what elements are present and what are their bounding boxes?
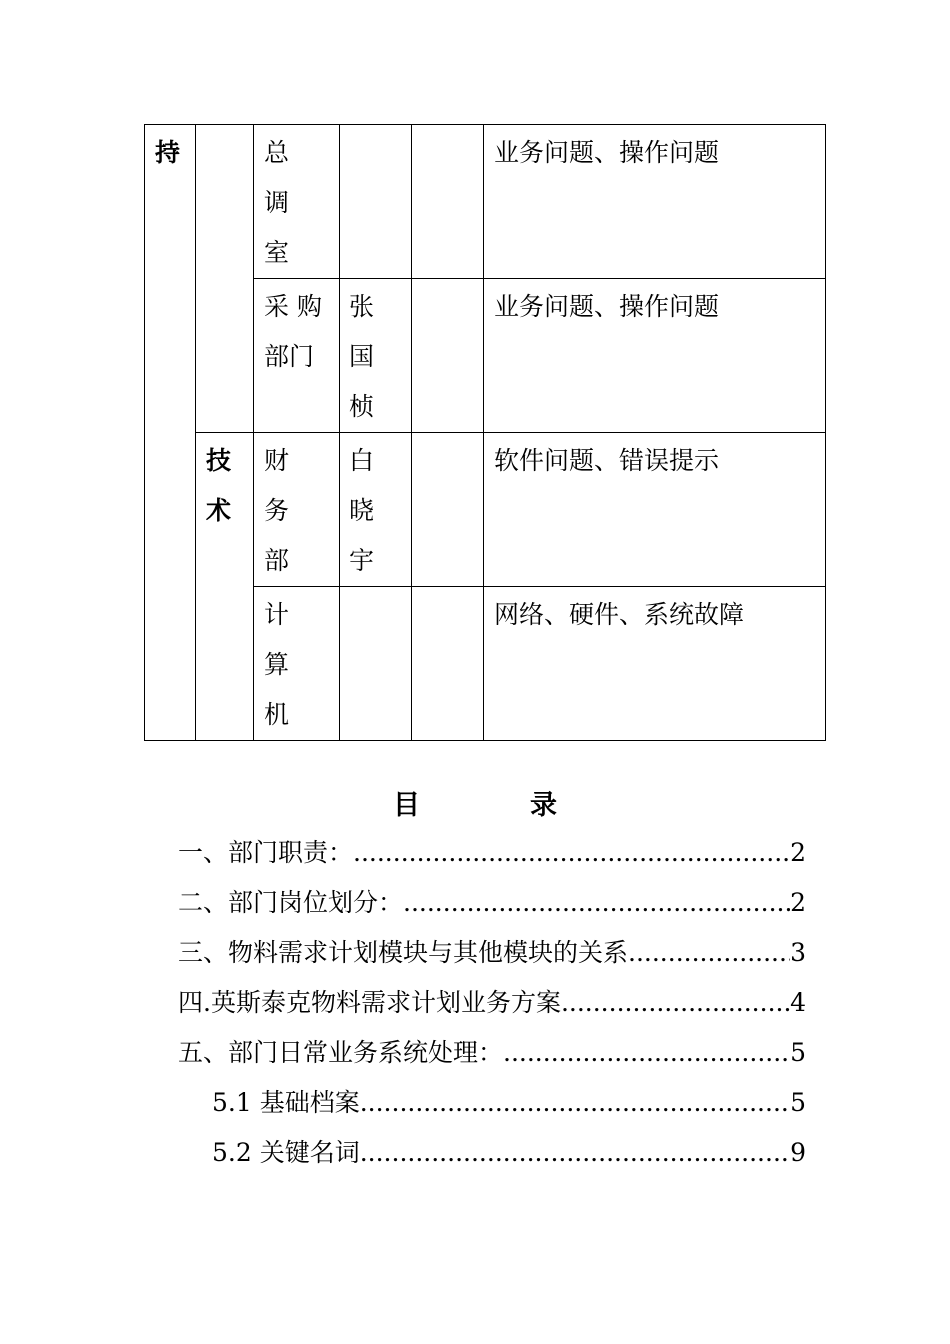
department-cell: 采 购部门 <box>254 279 340 433</box>
toc-page-number: 5 <box>790 1038 806 1067</box>
toc-subentry[interactable] <box>178 1128 806 1178</box>
department-cell: 计算机 <box>254 587 340 741</box>
issue-cell: 业务问题、操作问题 <box>484 125 826 279</box>
toc-title <box>0 783 950 822</box>
category-cell: 持 <box>145 125 196 741</box>
table-row <box>145 125 826 279</box>
toc-page-number: 3 <box>790 938 806 967</box>
toc-leader <box>503 1028 790 1078</box>
toc-leader <box>561 978 790 1028</box>
toc-page-number: 2 <box>790 838 806 867</box>
toc-leader <box>353 828 790 878</box>
toc-entry-label: 五、部门日常业务系统处理： <box>178 1038 504 1067</box>
contact-cell <box>340 125 412 279</box>
toc-entry-label: 5.1 基础档案 <box>212 1088 360 1117</box>
table-of-contents <box>178 828 806 1178</box>
issue-cell: 软件问题、错误提示 <box>484 433 826 587</box>
toc-entry-label: 二、部门岗位划分： <box>178 888 404 917</box>
department-cell: 总调室 <box>254 125 340 279</box>
toc-leader <box>360 1128 790 1178</box>
toc-page-number: 4 <box>790 988 806 1017</box>
toc-entry[interactable] <box>178 828 806 878</box>
toc-page-number: 5 <box>790 1088 806 1117</box>
phone-cell <box>412 433 484 587</box>
toc-entry[interactable] <box>178 1028 806 1078</box>
toc-subentry[interactable] <box>178 1078 806 1128</box>
contact-cell: 张国桢 <box>340 279 412 433</box>
group-cell: 技术 <box>196 433 254 741</box>
toc-leader <box>360 1078 790 1128</box>
toc-page-number: 2 <box>790 888 806 917</box>
toc-entry[interactable] <box>178 878 806 928</box>
toc-entry-label: 5.2 关键名词 <box>212 1138 360 1167</box>
support-contact-table <box>144 124 826 741</box>
contact-cell <box>340 587 412 741</box>
table-row <box>145 433 826 587</box>
toc-title-left: 目 <box>393 790 420 821</box>
issue-cell: 网络、硬件、系统故障 <box>484 587 826 741</box>
group-cell <box>196 125 254 433</box>
toc-leader <box>403 878 790 928</box>
department-cell: 财务部 <box>254 433 340 587</box>
phone-cell <box>412 125 484 279</box>
phone-cell <box>412 587 484 741</box>
contact-cell: 白晓宇 <box>340 433 412 587</box>
toc-page-number: 9 <box>790 1138 806 1167</box>
toc-entry[interactable] <box>178 978 806 1028</box>
toc-entry-label: 一、部门职责： <box>178 838 354 867</box>
toc-leader <box>628 928 790 978</box>
issue-cell: 业务问题、操作问题 <box>484 279 826 433</box>
toc-entry-label: 四.英斯泰克物料需求计划业务方案 <box>178 988 561 1017</box>
toc-title-right: 录 <box>530 790 557 821</box>
toc-entry[interactable] <box>178 928 806 978</box>
phone-cell <box>412 279 484 433</box>
toc-entry-label: 三、物料需求计划模块与其他模块的关系 <box>178 938 629 967</box>
